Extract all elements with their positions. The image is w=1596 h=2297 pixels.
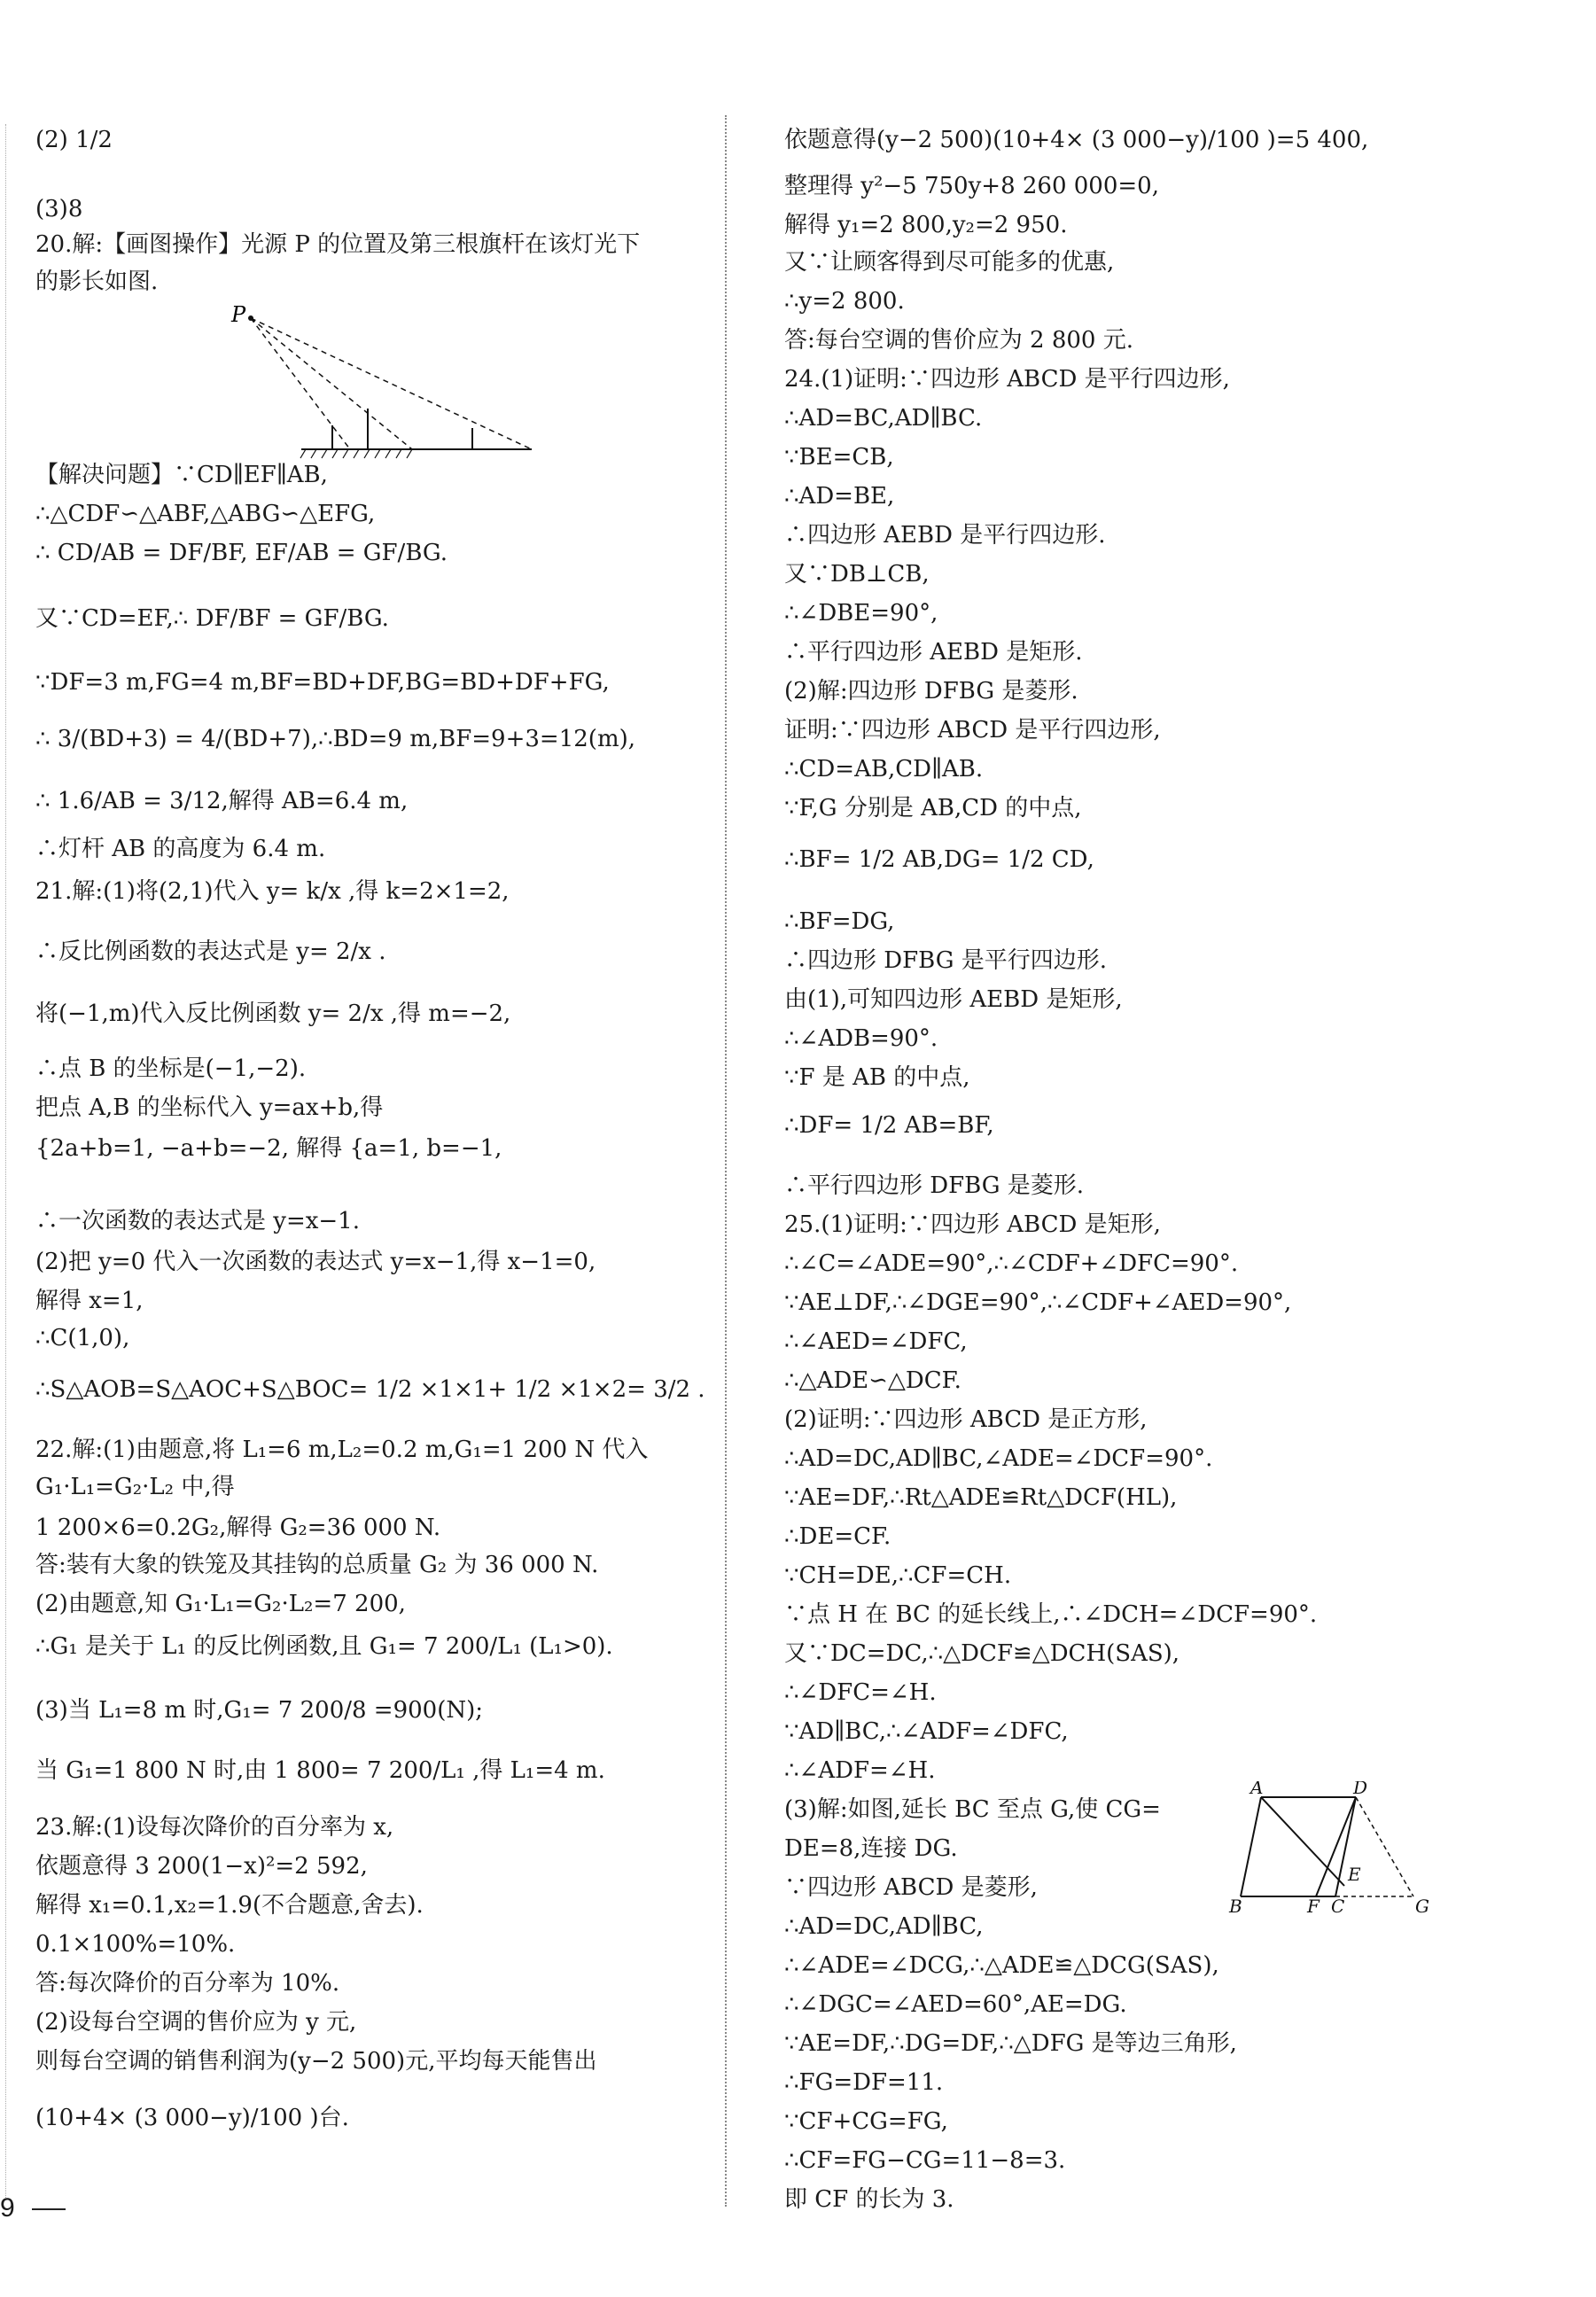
left-text-line: ∴ 3/(BD+3) = 4/(BD+7),∴BD=9 m,BF=9+3=12(m),: [35, 726, 636, 752]
right-text-line: ∴AD=BE,: [784, 483, 895, 510]
right-text-line: DE=8,连接 DG.: [784, 1835, 958, 1862]
ground-hatching: [300, 449, 412, 458]
left-text-line: 1 200×6=0.2G₂,解得 G₂=36 000 N.: [35, 1514, 441, 1541]
right-text-line: ∵BE=CB,: [784, 444, 894, 471]
left-text-line: 答:装有大象的铁笼及其挂钩的总质量 G₂ 为 36 000 N.: [35, 1552, 599, 1578]
label-c: C: [1331, 1896, 1345, 1914]
left-text-line: 21.解:(1)将(2,1)代入 y= k/x ,得 k=2×1=2,: [35, 878, 510, 905]
left-text-line: (10+4× (3 000−y)/100 )台.: [35, 2105, 349, 2131]
left-text-line: ∴C(1,0),: [35, 1325, 130, 1351]
rhombus-figure: [1218, 1781, 1436, 1914]
left-text-line: (2)由题意,知 G₁·L₁=G₂·L₂=7 200,: [35, 1591, 406, 1617]
left-text-line: 将(−1,m)代入反比例函数 y= 2/x ,得 m=−2,: [35, 1001, 511, 1027]
label-f: F: [1307, 1896, 1320, 1914]
left-text-line: ∴G₁ 是关于 L₁ 的反比例函数,且 G₁= 7 200/L₁ (L₁>0).: [35, 1633, 613, 1660]
right-text-line: ∴∠ADF=∠H.: [784, 1757, 936, 1784]
right-text-line: ∴∠ADE=∠DCG,∴△ADE≌△DCG(SAS),: [784, 1952, 1219, 1979]
left-text-line: 23.解:(1)设每次降价的百分率为 x,: [35, 1814, 394, 1841]
right-text-line: ∴∠DBE=90°,: [784, 600, 938, 627]
right-text-line: ∴FG=DF=11.: [784, 2069, 944, 2096]
right-text-line: ∵点 H 在 BC 的延长线上,∴∠DCH=∠DCF=90°.: [784, 1601, 1318, 1628]
figure2-solid-lines: [1241, 1797, 1356, 1896]
right-text-line: (3)解:如图,延长 BC 至点 G,使 CG=: [784, 1796, 1161, 1823]
right-text-line: ∴DF= 1/2 AB=BF,: [784, 1112, 994, 1139]
left-text-line: 又∵CD=EF,∴ DF/BF = GF/BG.: [35, 605, 389, 632]
right-text-line: ∴四边形 AEBD 是平行四边形.: [784, 522, 1106, 549]
left-text-line: 解得 x=1,: [35, 1288, 144, 1314]
left-text-line: 0.1×100%=10%.: [35, 1931, 236, 1958]
left-text-line: 把点 A,B 的坐标代入 y=ax+b,得: [35, 1094, 384, 1121]
left-text-line: ∴点 B 的坐标是(−1,−2).: [35, 1055, 307, 1082]
label-e: E: [1348, 1864, 1361, 1885]
left-text-line: 当 G₁=1 800 N 时,由 1 800= 7 200/L₁ ,得 L₁=4 m.: [35, 1757, 605, 1784]
page-number: 9: [0, 2193, 15, 2223]
left-text-line: {2a+b=1, −a+b=−2, 解得 {a=1, b=−1,: [35, 1135, 502, 1162]
right-text-line: ∵AE=DF,∴Rt△ADE≌Rt△DCF(HL),: [784, 1484, 1178, 1511]
right-text-line: 又∵让顾客得到尽可能多的优惠,: [784, 249, 1115, 276]
right-text-line: ∴∠C=∠ADE=90°,∴∠CDF+∠DFC=90°.: [784, 1250, 1239, 1277]
right-text-line: ∴∠AED=∠DFC,: [784, 1328, 968, 1355]
left-text-line: ∴灯杆 AB 的高度为 6.4 m.: [35, 836, 326, 862]
right-text-line: 又∵DB⊥CB,: [784, 561, 930, 588]
right-text-line: 又∵DC=DC,∴△DCF≌△DCH(SAS),: [784, 1640, 1180, 1667]
right-text-line: 整理得 y²−5 750y+8 260 000=0,: [784, 173, 1159, 199]
column-divider: [725, 115, 727, 2207]
right-text-line: 依题意得(y−2 500)(10+4× (3 000−y)/100 )=5 400,: [784, 127, 1369, 153]
right-text-line: ∴AD=BC,AD∥BC.: [784, 405, 983, 432]
shadow-figure: [226, 306, 545, 465]
right-text-line: ∴DE=CF.: [784, 1523, 891, 1550]
left-text-line: 【解决问题】∵CD∥EF∥AB,: [35, 462, 328, 488]
right-text-line: ∴平行四边形 DFBG 是菱形.: [784, 1172, 1085, 1199]
right-text-line: ∵F 是 AB 的中点,: [784, 1064, 970, 1091]
left-text-line: ∴ 1.6/AB = 3/12,解得 AB=6.4 m,: [35, 788, 409, 814]
right-text-line: 由(1),可知四边形 AEBD 是矩形,: [784, 986, 1123, 1013]
right-text-line: ∴AD=DC,AD∥BC,∠ADE=∠DCF=90°.: [784, 1445, 1213, 1472]
left-text-line: (2)把 y=0 代入一次函数的表达式 y=x−1,得 x−1=0,: [35, 1249, 596, 1275]
left-text-line: (3)当 L₁=8 m 时,G₁= 7 200/8 =900(N);: [35, 1697, 484, 1724]
right-text-line: 25.(1)证明:∵四边形 ABCD 是矩形,: [784, 1211, 1161, 1238]
label-a: A: [1250, 1781, 1264, 1798]
left-text-line: (2) 1/2: [35, 127, 113, 153]
left-text-line: G₁·L₁=G₂·L₂ 中,得: [35, 1474, 235, 1500]
right-text-line: ∵CH=DE,∴CF=CH.: [784, 1562, 1012, 1589]
right-text-line: 即 CF 的长为 3.: [784, 2186, 954, 2213]
right-text-line: ∵AE⊥DF,∴∠DGE=90°,∴∠CDF+∠AED=90°,: [784, 1289, 1292, 1316]
left-text-line: ∴△CDF∽△ABF,△ABG∽△EFG,: [35, 501, 376, 527]
left-text-line: 则每台空调的销售利润为(y−2 500)元,平均每天能售出: [35, 2048, 597, 2075]
label-g: G: [1415, 1896, 1429, 1914]
right-text-line: ∴四边形 DFBG 是平行四边形.: [784, 947, 1108, 974]
right-text-line: ∴∠DGC=∠AED=60°,AE=DG.: [784, 1991, 1127, 2018]
label-b: B: [1229, 1896, 1242, 1914]
right-text-line: ∴CF=FG−CG=11−8=3.: [784, 2147, 1066, 2174]
left-text-line: 的影长如图.: [35, 269, 159, 295]
right-text-line: ∴∠DFC=∠H.: [784, 1679, 937, 1706]
right-text-line: ∵CF+CG=FG,: [784, 2108, 948, 2135]
left-text-line: (3)8: [35, 196, 83, 222]
left-text-line: ∴S△AOB=S△AOC+S△BOC= 1/2 ×1×1+ 1/2 ×1×2= 3/2 .: [35, 1376, 705, 1403]
right-text-line: ∵AD∥BC,∴∠ADF=∠DFC,: [784, 1718, 1069, 1745]
right-text-line: ∴∠ADB=90°.: [784, 1025, 938, 1052]
right-text-line: 24.(1)证明:∵四边形 ABCD 是平行四边形,: [784, 366, 1230, 393]
right-text-line: (2)解:四边形 DFBG 是菱形.: [784, 678, 1078, 705]
left-text-line: 解得 x₁=0.1,x₂=1.9(不合题意,舍去).: [35, 1892, 424, 1919]
left-text-line: ∴一次函数的表达式是 y=x−1.: [35, 1208, 360, 1234]
left-text-line: (2)设每台空调的售价应为 y 元,: [35, 2009, 357, 2036]
right-text-line: ∴BF=DG,: [784, 908, 895, 935]
right-text-line: ∴BF= 1/2 AB,DG= 1/2 CD,: [784, 846, 1094, 873]
light-rays: [251, 318, 532, 449]
right-text-line: ∴平行四边形 AEBD 是矩形.: [784, 639, 1083, 666]
right-text-line: ∴CD=AB,CD∥AB.: [784, 756, 984, 783]
right-text-line: (2)证明:∵四边形 ABCD 是正方形,: [784, 1406, 1148, 1433]
left-text-line: 20.解:【画图操作】光源 P 的位置及第三根旗杆在该灯光下: [35, 231, 641, 258]
right-text-line: ∴AD=DC,AD∥BC,: [784, 1913, 984, 1940]
right-text-line: ∵四边形 ABCD 是菱形,: [784, 1874, 1038, 1901]
right-text-line: 解得 y₁=2 800,y₂=2 950.: [784, 212, 1068, 238]
page-number-dash: [32, 2208, 66, 2210]
left-text-line: 答:每次降价的百分率为 10%.: [35, 1970, 340, 1997]
figure1-point-label: P: [231, 306, 246, 327]
right-text-line: 证明:∵四边形 ABCD 是平行四边形,: [784, 717, 1161, 744]
left-text-line: ∴ CD/AB = DF/BF, EF/AB = GF/BG.: [35, 540, 448, 566]
left-text-line: 依题意得 3 200(1−x)²=2 592,: [35, 1853, 368, 1880]
left-text-line: 22.解:(1)由题意,将 L₁=6 m,L₂=0.2 m,G₁=1 200 N 代入: [35, 1437, 649, 1463]
left-edge-guide: [5, 124, 6, 2198]
right-text-line: 答:每台空调的售价应为 2 800 元.: [784, 327, 1133, 354]
label-d: D: [1353, 1781, 1368, 1798]
left-text-line: ∴反比例函数的表达式是 y= 2/x .: [35, 938, 386, 965]
right-text-line: ∴y=2 800.: [784, 288, 905, 315]
right-text-line: ∵AE=DF,∴DG=DF,∴△DFG 是等边三角形,: [784, 2030, 1237, 2057]
right-text-line: ∴△ADE∽△DCF.: [784, 1367, 961, 1394]
left-text-line: ∵DF=3 m,FG=4 m,BF=BD+DF,BG=BD+DF+FG,: [35, 669, 610, 696]
right-text-line: ∵F,G 分别是 AB,CD 的中点,: [784, 795, 1082, 821]
